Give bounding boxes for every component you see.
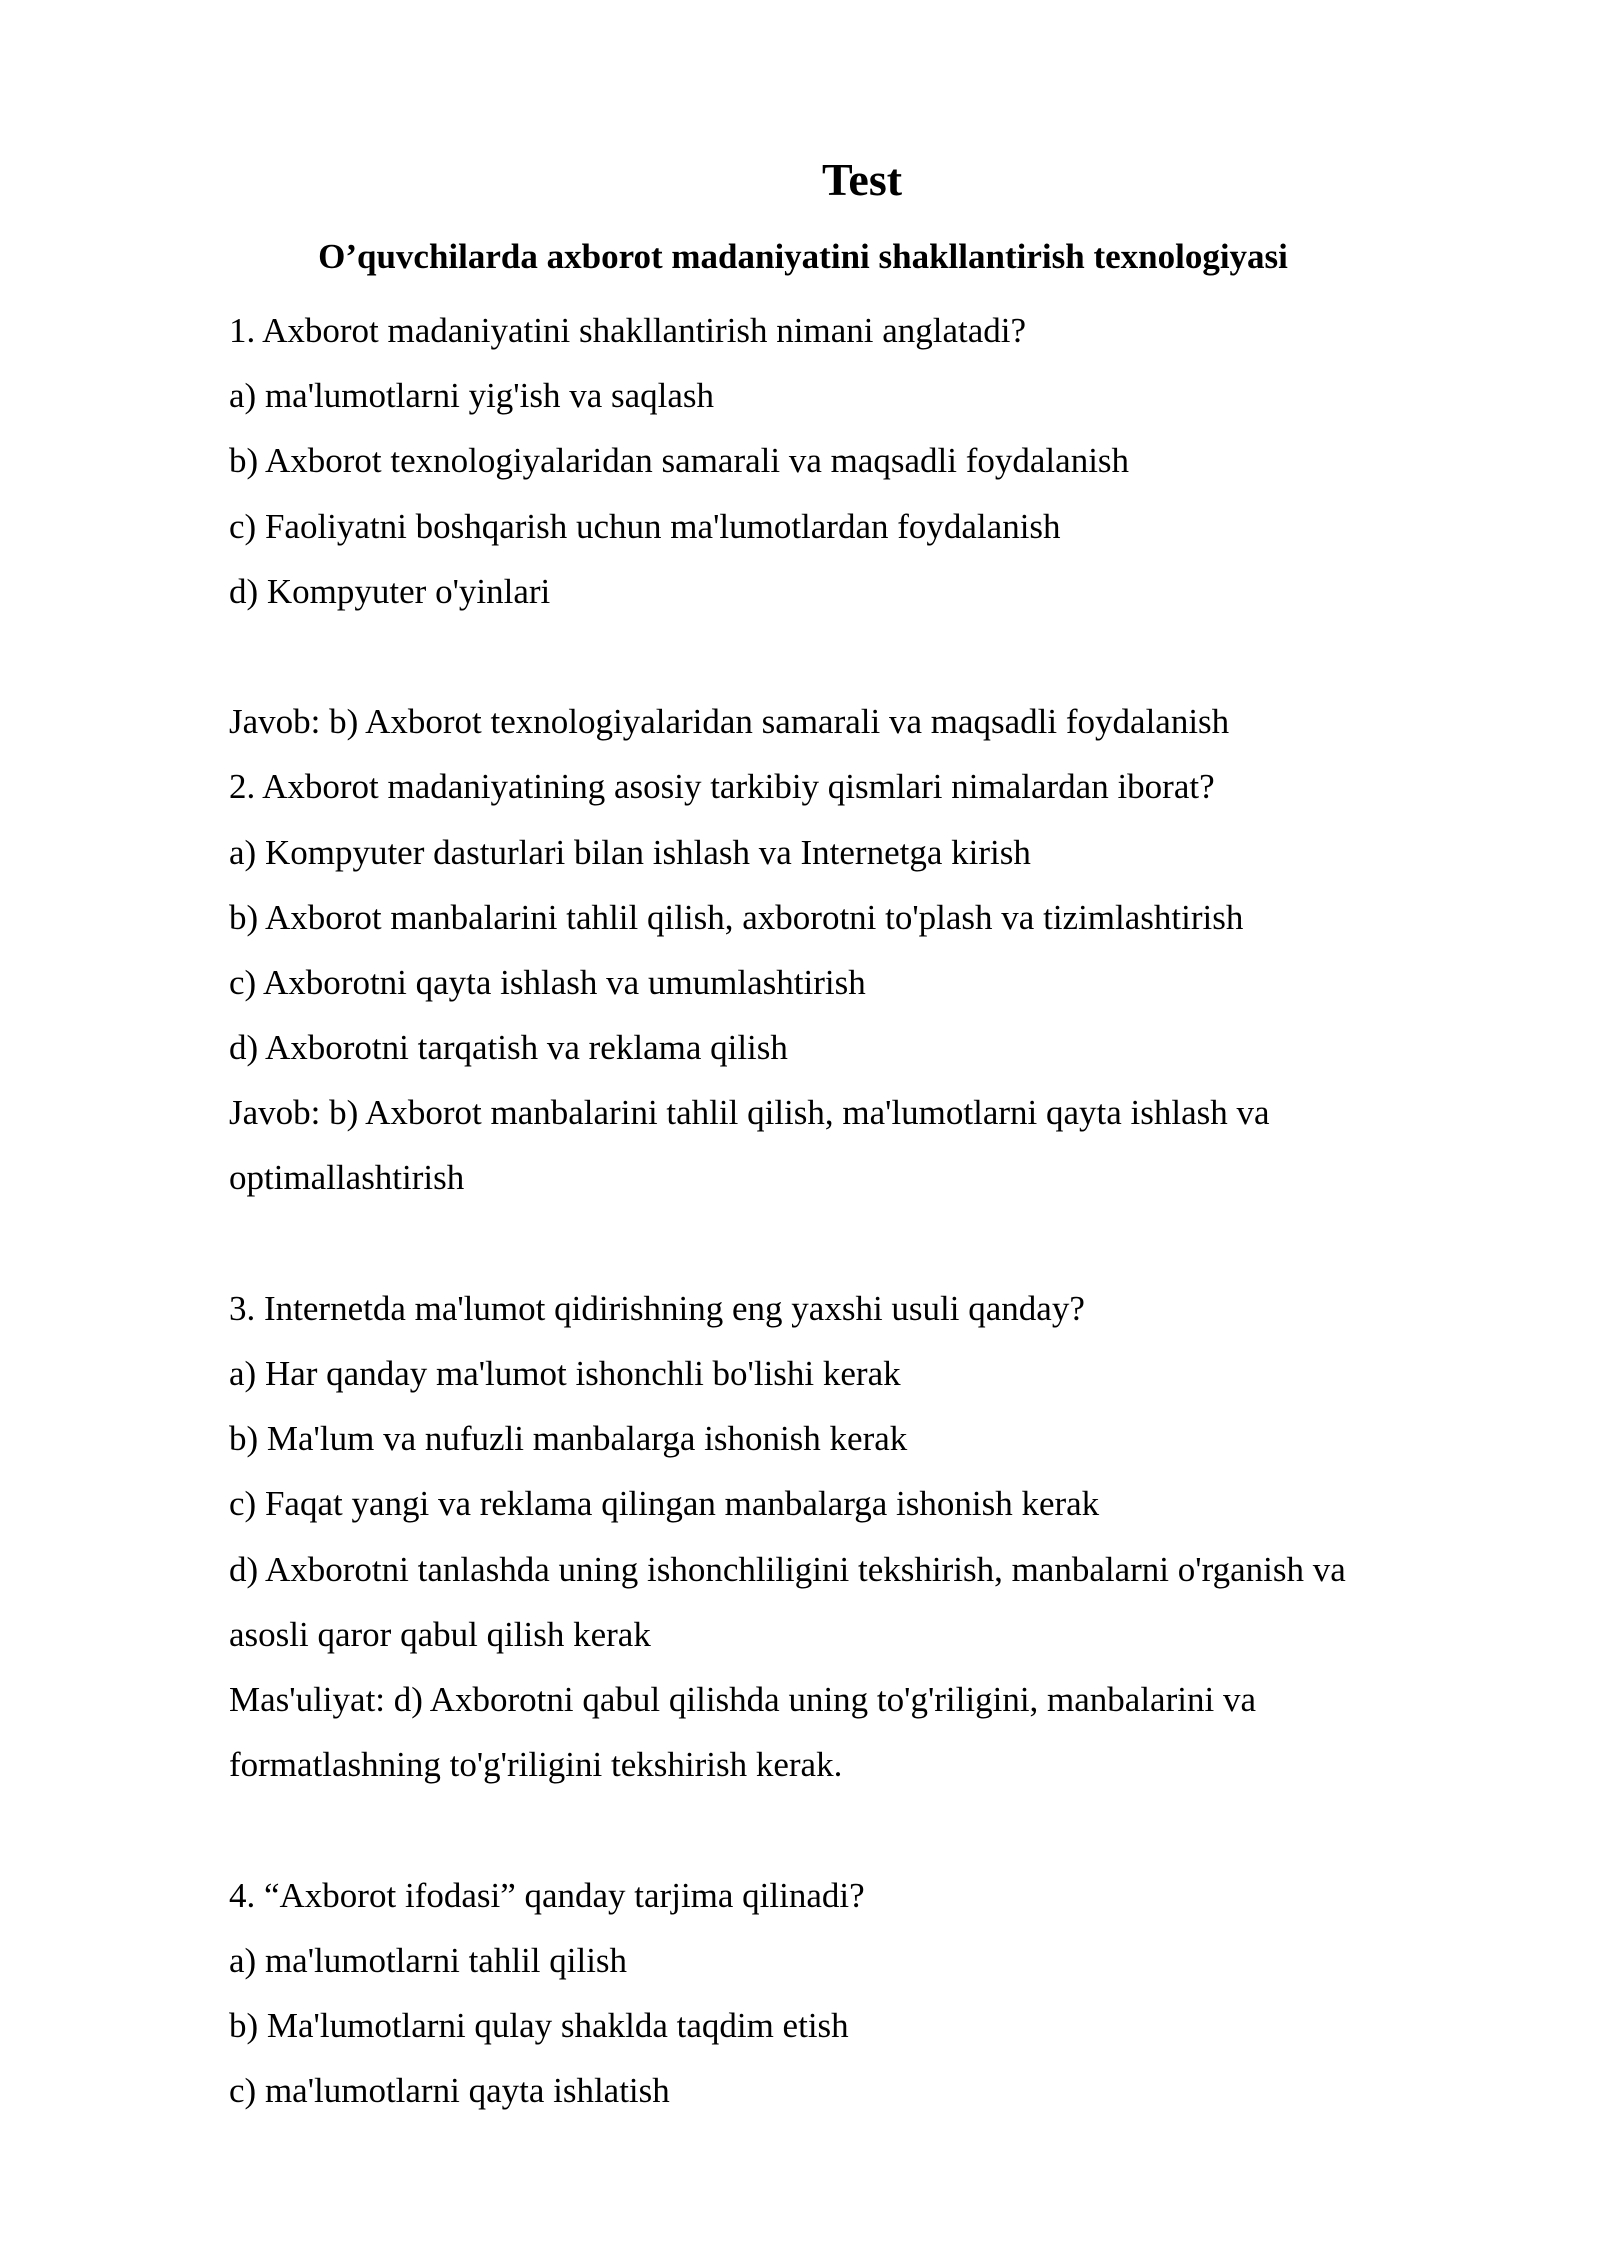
question-text: 4. “Axborot ifodasi” qanday tarjima qilinadi? xyxy=(229,1875,865,1915)
answer-option: c) ma'lumotlarni qayta ishlatish xyxy=(229,2071,670,2111)
answer-option-continued: asosli qaror qabul qilish kerak xyxy=(229,1614,651,1654)
blank-line xyxy=(229,1211,1449,1276)
answer-option: d) Axborotni tarqatish va reklama qilish xyxy=(229,1028,788,1068)
question-text: 1. Axborot madaniyatini shakllantirish nimani anglatadi? xyxy=(229,311,1027,350)
answer-option: c) Axborotni qayta ishlash va umumlashtirish xyxy=(229,962,866,1002)
answer-option: a) Har qanday ma'lumot ishonchli bo'lishi kerak xyxy=(229,1354,901,1393)
correct-answer: Mas'uliyat: d) Axborotni qabul qilishda uning to'g'riligini, manbalarini va xyxy=(229,1679,1256,1719)
correct-answer: Javob: b) Axborot texnologiyalaridan samarali va maqsadli foydalanish xyxy=(229,702,1230,742)
correct-answer: Javob: b) Axborot manbalarini tahlil qilish, ma'lumotlarni qayta ishlash va xyxy=(229,1093,1270,1133)
answer-option: d) Kompyuter o'yinlari xyxy=(229,571,551,611)
question-text: 3. Internetda ma'lumot qidirishning eng yaxshi usuli qanday? xyxy=(229,1288,1085,1328)
document-title: Test xyxy=(821,154,903,205)
document-body xyxy=(229,298,1449,2123)
answer-option: b) Ma'lum va nufuzli manbalarga ishonish kerak xyxy=(229,1419,908,1459)
correct-answer-continued: formatlashning to'g'riligini tekshirish kerak. xyxy=(229,1745,843,1785)
answer-option: c) Faqat yangi va reklama qilingan manbalarga ishonish kerak xyxy=(229,1484,1100,1524)
answer-option: c) Faoliyatni boshqarish uchun ma'lumotlardan foydalanish xyxy=(229,506,1061,546)
answer-option: b) Ma'lumotlarni qulay shaklda taqdim etish xyxy=(229,2005,849,2045)
answer-option: a) ma'lumotlarni yig'ish va saqlash xyxy=(229,376,715,416)
answer-option: b) Axborot texnologiyalaridan samarali va maqsadli foydalanish xyxy=(229,441,1130,481)
answer-option: d) Axborotni tanlashda uning ishonchliligini tekshirish, manbalarni o'rganish va xyxy=(229,1549,1346,1589)
document-subtitle: O’quvchilarda axborot madaniyatini shakllantirish texnologiyasi xyxy=(318,237,1288,276)
question-text: 2. Axborot madaniyatining asosiy tarkibiy qismlari nimalardan iborat? xyxy=(229,767,1215,807)
answer-option: b) Axborot manbalarini tahlil qilish, axborotni to'plash va tizimlashtirish xyxy=(229,897,1244,937)
answer-option: a) Kompyuter dasturlari bilan ishlash va Internetga kirish xyxy=(229,832,1031,872)
correct-answer-continued: optimallashtirish xyxy=(229,1158,465,1198)
blank-line xyxy=(229,624,1449,689)
answer-option: a) ma'lumotlarni tahlil qilish xyxy=(229,1940,628,1980)
blank-line xyxy=(229,1797,1449,1862)
